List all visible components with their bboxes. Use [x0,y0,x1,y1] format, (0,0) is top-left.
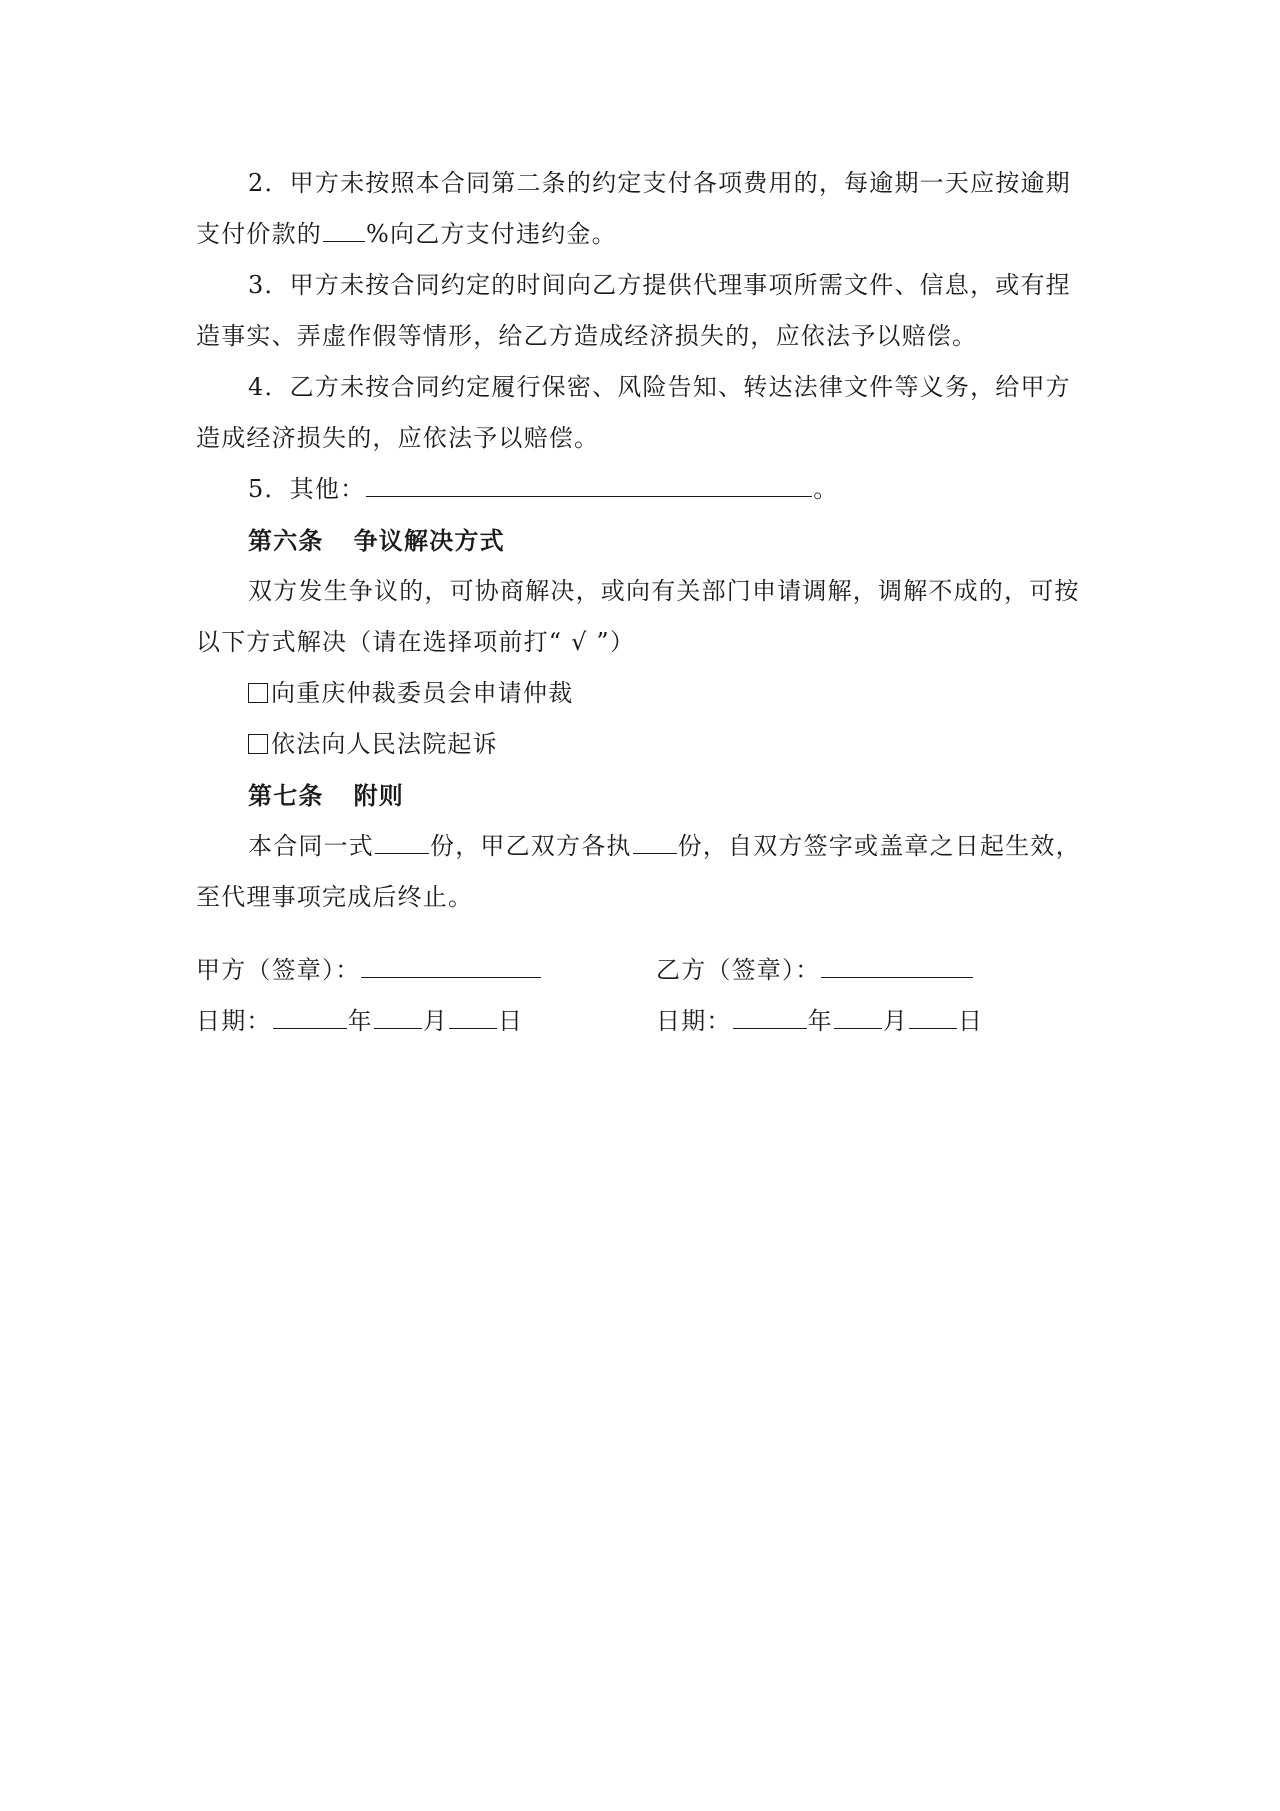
party-b-year-label: 年 [807,1007,833,1035]
party-b-day-label: 日 [958,1007,984,1035]
article-7-heading [196,770,1096,821]
dispute-option-arbitration-label: 向重庆仲裁委员会申请仲裁 [271,679,574,707]
clause-item-2 [196,158,1096,260]
article-6-title: 争议解决方式 [353,526,505,555]
party-b-month-blank[interactable] [834,1006,882,1029]
party-b-month-label: 月 [882,1007,909,1035]
clause-item-5-label: 5．其他： [248,475,366,503]
dispute-option-lawsuit [196,719,1096,770]
party-a-label: 甲方（签章）： [196,956,361,984]
party-a-date [196,996,523,1047]
clause-item-3: 3．甲方未按合同约定的时间向乙方提供代理事项所需文件、信息，或有捏造事实、弄虚作假等情形，给乙方造成经济损失的，应依法予以赔偿。 [196,271,1071,350]
party-a-year-label: 年 [347,1007,373,1035]
article-7-text-2: 份，甲乙双方各执 [430,832,632,860]
party-a-year-blank[interactable] [273,1006,347,1029]
party-b-label: 乙方（签章）： [656,956,821,984]
party-b-signature [656,945,974,996]
other-terms-blank[interactable] [366,474,812,497]
party-b-day-blank[interactable] [909,1006,957,1029]
copies-each-blank[interactable] [633,831,677,854]
lawsuit-checkbox[interactable] [248,734,268,754]
arbitration-checkbox[interactable] [248,683,268,703]
signature-area [196,945,1096,1047]
party-b-date-label: 日期： [656,1007,732,1035]
party-a-signature [196,945,542,996]
clause-item-4: 4．乙方未按合同约定履行保密、风险告知、转达法律文件等义务，给甲方造成经济损失的，应依法予以赔偿。 [196,373,1071,452]
article-7-body [196,821,1096,923]
party-a-day-blank[interactable] [449,1006,497,1029]
article-7-title: 附则 [353,781,405,810]
party-a-day-label: 日 [498,1007,524,1035]
party-a-signature-blank[interactable] [361,955,541,978]
article-6-number: 第六条 [248,526,324,555]
party-b-year-blank[interactable] [733,1006,807,1029]
dispute-option-lawsuit-label: 依法向人民法院起诉 [271,730,498,758]
clause-item-2-text-end: %向乙方支付违约金。 [366,220,617,248]
clause-item-5 [196,464,1096,515]
copies-total-blank[interactable] [375,831,429,854]
article-7-number: 第七条 [248,781,324,810]
article-6-body: 双方发生争议的，可协商解决，或向有关部门申请调解，调解不成的，可按以下方式解决（请在选择项前打“ √ ”） [196,577,1080,656]
penalty-rate-blank[interactable] [323,219,365,242]
clause-item-2-text: 2．甲方未按照本合同第二条的约定支付各项费用的，每逾期一天应按逾期支付价款的 [196,169,1071,248]
date-row [196,996,1096,1047]
signature-row [196,945,1096,996]
party-b-signature-blank[interactable] [821,955,973,978]
party-a-month-blank[interactable] [374,1006,422,1029]
party-a-month-label: 月 [422,1007,449,1035]
dispute-option-arbitration [196,668,1096,719]
contract-body [196,158,1096,923]
article-7-text-3: 份，自双方签字或盖章之日起生效，至代理事项完成后终止。 [196,832,1081,911]
article-6-heading [196,515,1096,566]
party-a-date-label: 日期： [196,1007,272,1035]
article-7-text-1: 本合同一式 [248,832,374,860]
party-b-date [656,996,983,1047]
clause-item-5-end: 。 [813,475,839,503]
